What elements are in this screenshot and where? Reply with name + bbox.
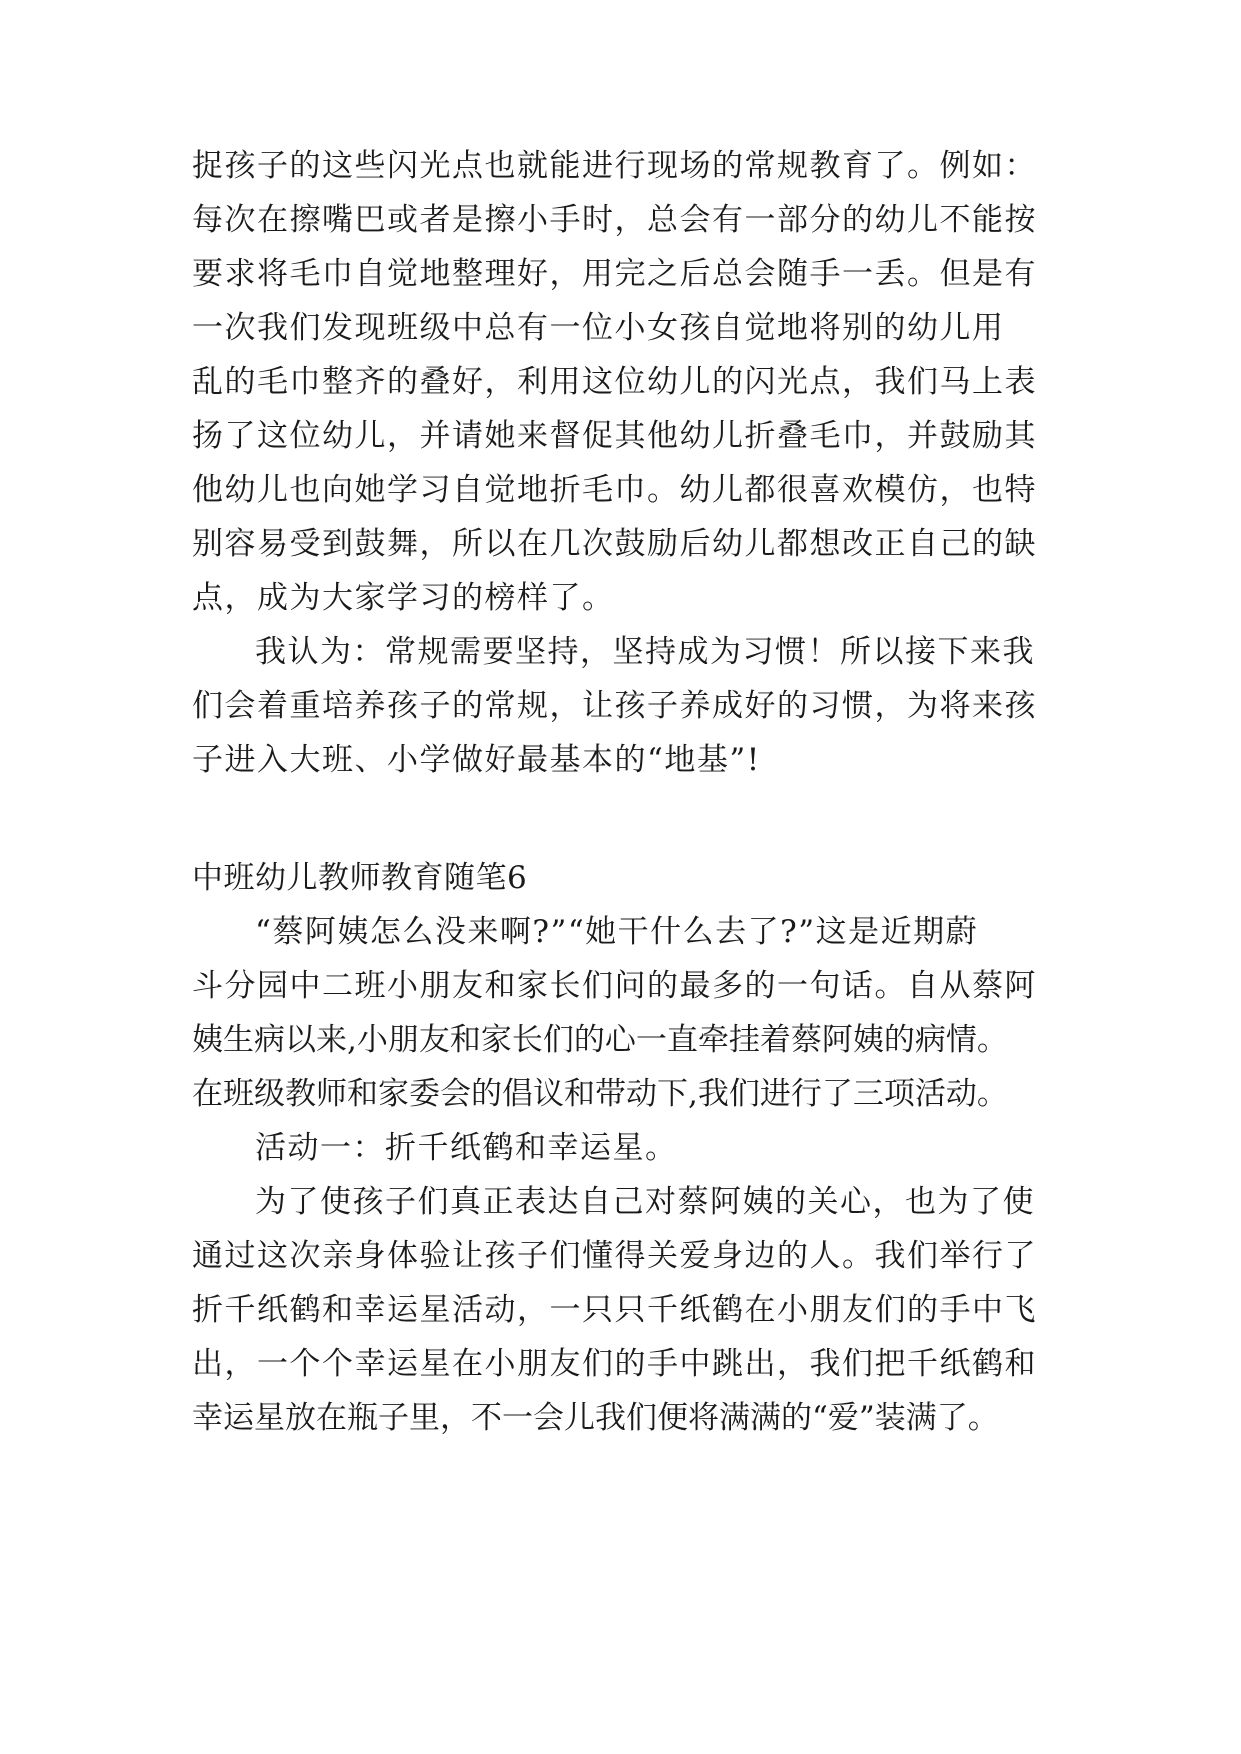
paragraph-line: 一次我们发现班级中总有一位小女孩自觉地将别的幼儿用 [192,310,1005,346]
paragraph-line: 每次在擦嘴巴或者是擦小手时，总会有一部分的幼儿不能按 [192,202,1037,238]
paragraph-line: 姨生病以来,小朋友和家长们的心一直牵挂着蔡阿姨的病情。 [192,1022,1008,1058]
paragraph-line: 乱的毛巾整齐的叠好，利用这位幼儿的闪光点，我们马上表 [192,364,1037,400]
paragraph-line: 要求将毛巾自觉地整理好，用完之后总会随手一丢。但是有 [192,256,1037,292]
paragraph-line: 点，成为大家学习的榜样了。 [192,580,615,616]
paragraph-line: 们会着重培养孩子的常规，让孩子养成好的习惯，为将来孩 [192,688,1037,724]
paragraph-line: “蔡阿姨怎么没来啊?”“她干什么去了?”这是近期蔚 [255,914,979,950]
paragraph-line: 活动一：折千纸鹤和幸运星。 [255,1130,678,1166]
paragraph-line: 他幼儿也向她学习自觉地折毛巾。幼儿都很喜欢模仿，也特 [192,472,1037,508]
paragraph-line: 幸运星放在瓶子里，不一会儿我们便将满满的“爱”装满了。 [192,1400,999,1436]
paragraph-line: 为了使孩子们真正表达自己对蔡阿姨的关心，也为了使 [255,1184,1035,1220]
paragraph-line: 折千纸鹤和幸运星活动，一只只千纸鹤在小朋友们的手中飞 [192,1292,1037,1328]
paragraph-line: 出，一个个幸运星在小朋友们的手中跳出，我们把千纸鹤和 [192,1346,1037,1382]
section-title: 中班幼儿教师教育随笔6 [192,860,528,896]
paragraph-line: 别容易受到鼓舞，所以在几次鼓励后幼儿都想改正自己的缺 [192,526,1037,562]
paragraph-line: 扬了这位幼儿，并请她来督促其他幼儿折叠毛巾，并鼓励其 [192,418,1037,454]
paragraph-line: 在班级教师和家委会的倡议和带动下,我们进行了三项活动。 [192,1076,1008,1112]
paragraph-line: 捉孩子的这些闪光点也就能进行现场的常规教育了。例如： [192,148,1037,184]
paragraph-line: 通过这次亲身体验让孩子们懂得关爱身边的人。我们举行了 [192,1238,1037,1274]
paragraph-line: 子进入大班、小学做好最基本的“地基”! [192,742,761,778]
paragraph-line: 我认为：常规需要坚持，坚持成为习惯！所以接下来我 [255,634,1035,670]
paragraph-line: 斗分园中二班小朋友和家长们问的最多的一句话。自从蔡阿 [192,968,1037,1004]
